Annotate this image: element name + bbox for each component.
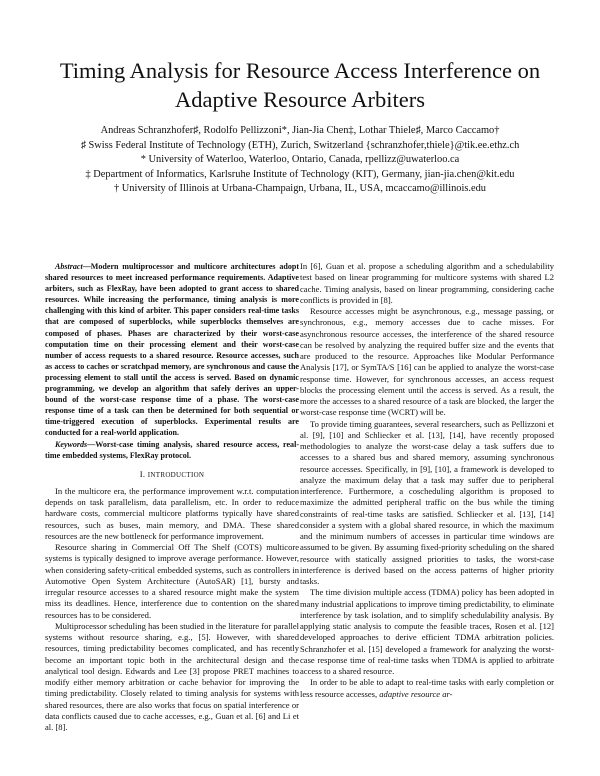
keywords-paragraph: [45, 439, 299, 461]
author-names: Andreas Schranzhofer♯, Rodolfo Pellizzoni*, Jian-Jia Chen‡, Lothar Thiele♯, Marco Caccamo†: [100, 125, 500, 136]
section-number: I.: [139, 468, 146, 479]
abstract: [45, 261, 299, 461]
section-heading-introduction: [45, 469, 299, 481]
keywords-text: —Worst-case timing analysis, shared resource access, real-time embedded systems, FlexRay protocol.: [45, 439, 299, 460]
body-paragraph: In [6], Guan et al. propose a scheduling algorithm and a schedulability test based on linear programming for multicore systems with shared L2 cache. Timing analysis, based on linear programming, considering cache conflicts is provided in [8].: [300, 261, 554, 305]
affiliation-illinois: † University of Illinois at Urbana-Champaign, Urbana, IL, USA, mcaccamo@illinois.edu: [114, 183, 486, 195]
body-paragraph: The time division multiple access (TDMA) policy has been adopted in many industrial applications to improve timing predictability, to eliminate interference by task isolation, and to simplify schedulability analysis. By applying static analysis to compute the feasible traces, Rosen et al. [12] developed approaches to derive efficient TDMA arbitration policies. Schranzhofer et al. [15] developed a framework for analyzing the worst-case response time of real-time tasks when TDMA is applied to arbitrate access to a shared resource.: [300, 587, 554, 676]
last-paragraph-text: In order to be able to adapt to real-time tasks with early completion or less resource accesses,: [300, 677, 554, 699]
intro-paragraph: Multiprocessor scheduling has been studied in the literature for parallel systems without resource sharing, e.g., [5]. However, with shared resources, timing predictability becomes complicated, and has recently become an important topic both in the architectural design and the analytical tool design. Edwards and Lee [3] propose PRET machines to modify either memory arbitration or cache behavior for improving the timing predictability. Closely related to timing analysis for systems with shared resources, there are also works that focus on spatial interference or data conflicts caused due to cache accesses, e.g., Guan et al. [6] and Li et al. [8].: [45, 620, 299, 733]
intro-paragraph: Resource sharing in Commercial Off The Shelf (COTS) multicore systems is typically designed to improve average performance. However, when considering safety-critical embedded systems, such as controllers in Automotive Open System Architecture (AutoSAR) [1], bursty and irregular resource accesses to a shared resource might make the system miss its deadlines. Hence, interference due to contention on the shared resources has to be considered.: [45, 542, 299, 620]
keywords-label: Keywords: [55, 439, 88, 449]
abstract-label: Abstract: [55, 262, 83, 271]
abstract-paragraph: [45, 261, 299, 439]
body-paragraph: To provide timing guarantees, several researchers, such as Pellizzoni et al. [9], [10] and Schliecker et al. [13], [14], have recently proposed methodologies to analyze the worst-case delay a task suffers due to accesses to a shared bus and shared memory, assuming synchronous resource accesses. Specifically, in [9], [10], a framework is developed to analyze the maximum delay that a task may suffer due to peripheral interference. Furthermore, a coscheduling algorithm is proposed to maximize the admitted peripheral traffic on the bus while the timing constraints of real-time tasks are satisfied. Schliecker et al. [13], [14] consider a system with a global shared resource, in which the maximum and the minimum numbers of accesses in particular time windows are assumed to be given. By assuming fixed-priority scheduling on the shared resource with statically assigned priorities to tasks, the worst-case interference is derived based on the access patterns of higher priority tasks.: [300, 418, 554, 586]
introduction-body-left: [45, 486, 299, 734]
paper-title: Timing Analysis for Resource Access Interference on Adaptive Resource Arbiters: [59, 58, 541, 112]
abstract-text: —Modern multiprocessor and multicore architectures adopt shared resources to meet increased performance requirements. Adaptive arbiters, such as FlexRay, have been adopted to grant access to shared resources. While increasing the performance, timing analysis is more challenging with this kind of arbiter. This paper considers real-time tasks that are composed of superblocks, while superblocks themselves are composed of phases. Phases are characterized by their worst-case computation time on their processing element and their worst-case number of access requests to a shared resource. Resource accesses, such as access to caches or scratchpad memory, are synchronous and cause the processing element to stall until the access is served. Based on dynamic programming, we develop an algorithm that safely derives an upper-bound of the worst-case response time of a phase. The worst-case response time of a task can then be determined for both sequential or time-triggered execution of superblocks. Experimental results are conducted for a real-world application.: [45, 262, 299, 438]
body-paragraph-last: [300, 677, 554, 700]
affiliation-waterloo: * University of Waterloo, Waterloo, Ontario, Canada, rpellizz@uwaterloo.ca: [140, 154, 460, 166]
section-title: INTRODUCTION: [147, 470, 205, 479]
affiliation-eth: ♯ Swiss Federal Institute of Technology (ETH), Zurich, Switzerland {schranzhofer,thiele}@tik.ee.ethz.ch: [80, 139, 520, 151]
body-paragraph: Resource accesses might be asynchronous, e.g., message passing, or synchronous, e.g., memory accesses due to cache misses. For asynchronous resource accesses, the interference of the shared resource can be resolved by analyzing the required buffer size and the events that are produced to the resource. Approaches like Modular Performance Analysis [17], or SymTA/S [16] can be applied to analyze the worst-case response time. However, for synchronous accesses, an access request blocks the processing element until the access is served. As a result, the more the accesses to a shared resource of a task are blocked, the larger the worst-case response time (WCRT) will be.: [300, 306, 554, 418]
right-column: [300, 261, 554, 700]
author-block: [30, 124, 570, 197]
affiliation-kit: ‡ Department of Informatics, Karlsruhe Institute of Technology (KIT), Germany, jian-jia.chen@kit.edu: [85, 168, 515, 180]
intro-paragraph: In the multicore era, the performance improvement w.r.t. computation depends on task parallelism, data parallelism, etc. In order to reduce hardware costs, commercial multicore platforms typically have shared resources, such as buses, main memory, and DMA. These shared resources are the new bottleneck for performance improvement.: [45, 485, 299, 541]
left-column: [45, 261, 299, 733]
last-paragraph-italic: adaptive resource ar-: [379, 688, 453, 699]
